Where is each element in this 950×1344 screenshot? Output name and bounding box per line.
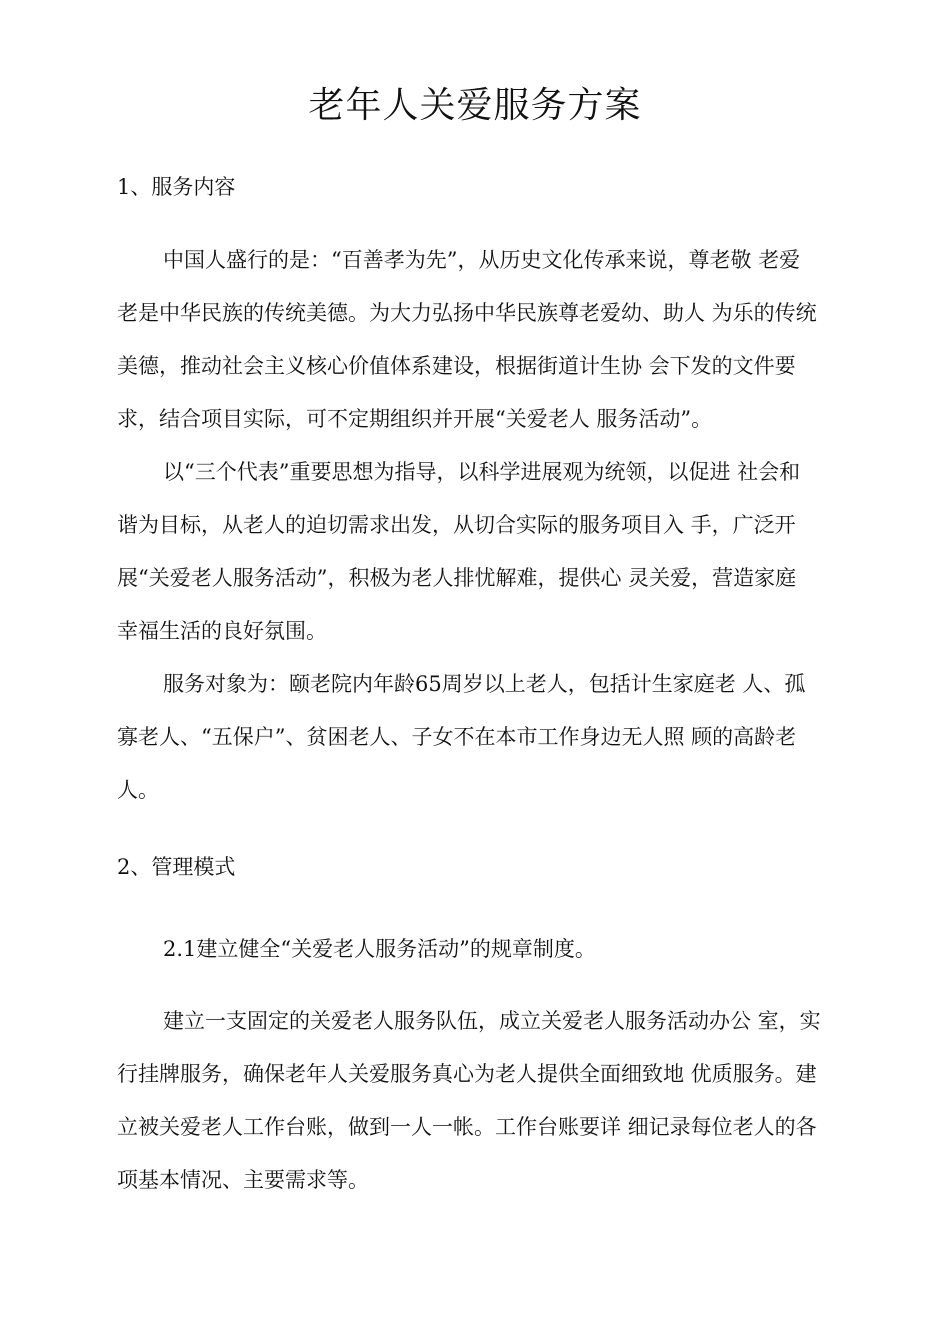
subsection-heading-rules: 2.1建立健全“关爱老人服务活动”的规章制度。 [163, 937, 596, 961]
text-line: 展“关爱老人服务活动”，积极为老人排忧解难，提供心 灵关爱，营造家庭 [117, 566, 797, 590]
text-line: 项基本情况、主要需求等。 [117, 1168, 369, 1192]
paragraph-guiding-principle [117, 446, 843, 658]
paragraph-service-team [117, 995, 843, 1207]
text-line: 谐为目标，从老人的迫切需求出发，从切合实际的服务项目入 手，广泛开 [117, 513, 796, 537]
section-heading-service-content: 1、服务内容 [117, 175, 236, 199]
text-line: 以“三个代表”重要思想为指导，以科学进展观为统领，以促进 社会和 [163, 460, 801, 484]
text-line: 建立一支固定的关爱老人服务队伍，成立关爱老人服务活动办公 室，实 [163, 1009, 821, 1033]
text-line: 人。 [117, 778, 159, 802]
text-line: 幸福生活的良好氛围。 [117, 619, 327, 643]
text-line: 求，结合项目实际，可不定期组织并开展“关爱老人 服务活动”。 [117, 407, 713, 431]
paragraph-service-intro [117, 234, 843, 446]
text-line: 美德，推动社会主义核心价值体系建设，根据街道计生协 会下发的文件要 [117, 354, 796, 378]
paragraph-service-targets [117, 658, 843, 817]
text-line: 服务对象为：颐老院内年龄65周岁以上老人，包括计生家庭老 人、孤 [163, 672, 806, 696]
text-line: 中国人盛行的是：“百善孝为先”，从历史文化传承来说，尊老敬 老爱 [163, 248, 801, 272]
text-line: 行挂牌服务，确保老年人关爱服务真心为老人提供全面细致地 优质服务。建 [117, 1062, 817, 1086]
section-heading-management-mode: 2、管理模式 [117, 855, 236, 879]
text-line: 寡老人、“五保户”、贫困老人、子女不在本市工作身边无人照 顾的高龄老 [117, 725, 797, 749]
text-line: 老是中华民族的传统美德。为大力弘扬中华民族尊老爱幼、助人 为乐的传统 [117, 301, 817, 325]
text-line: 立被关爱老人工作台账，做到一人一帐。工作台账要详 细记录每位老人的各 [117, 1115, 817, 1139]
document-title: 老年人关爱服务方案 [308, 85, 642, 126]
